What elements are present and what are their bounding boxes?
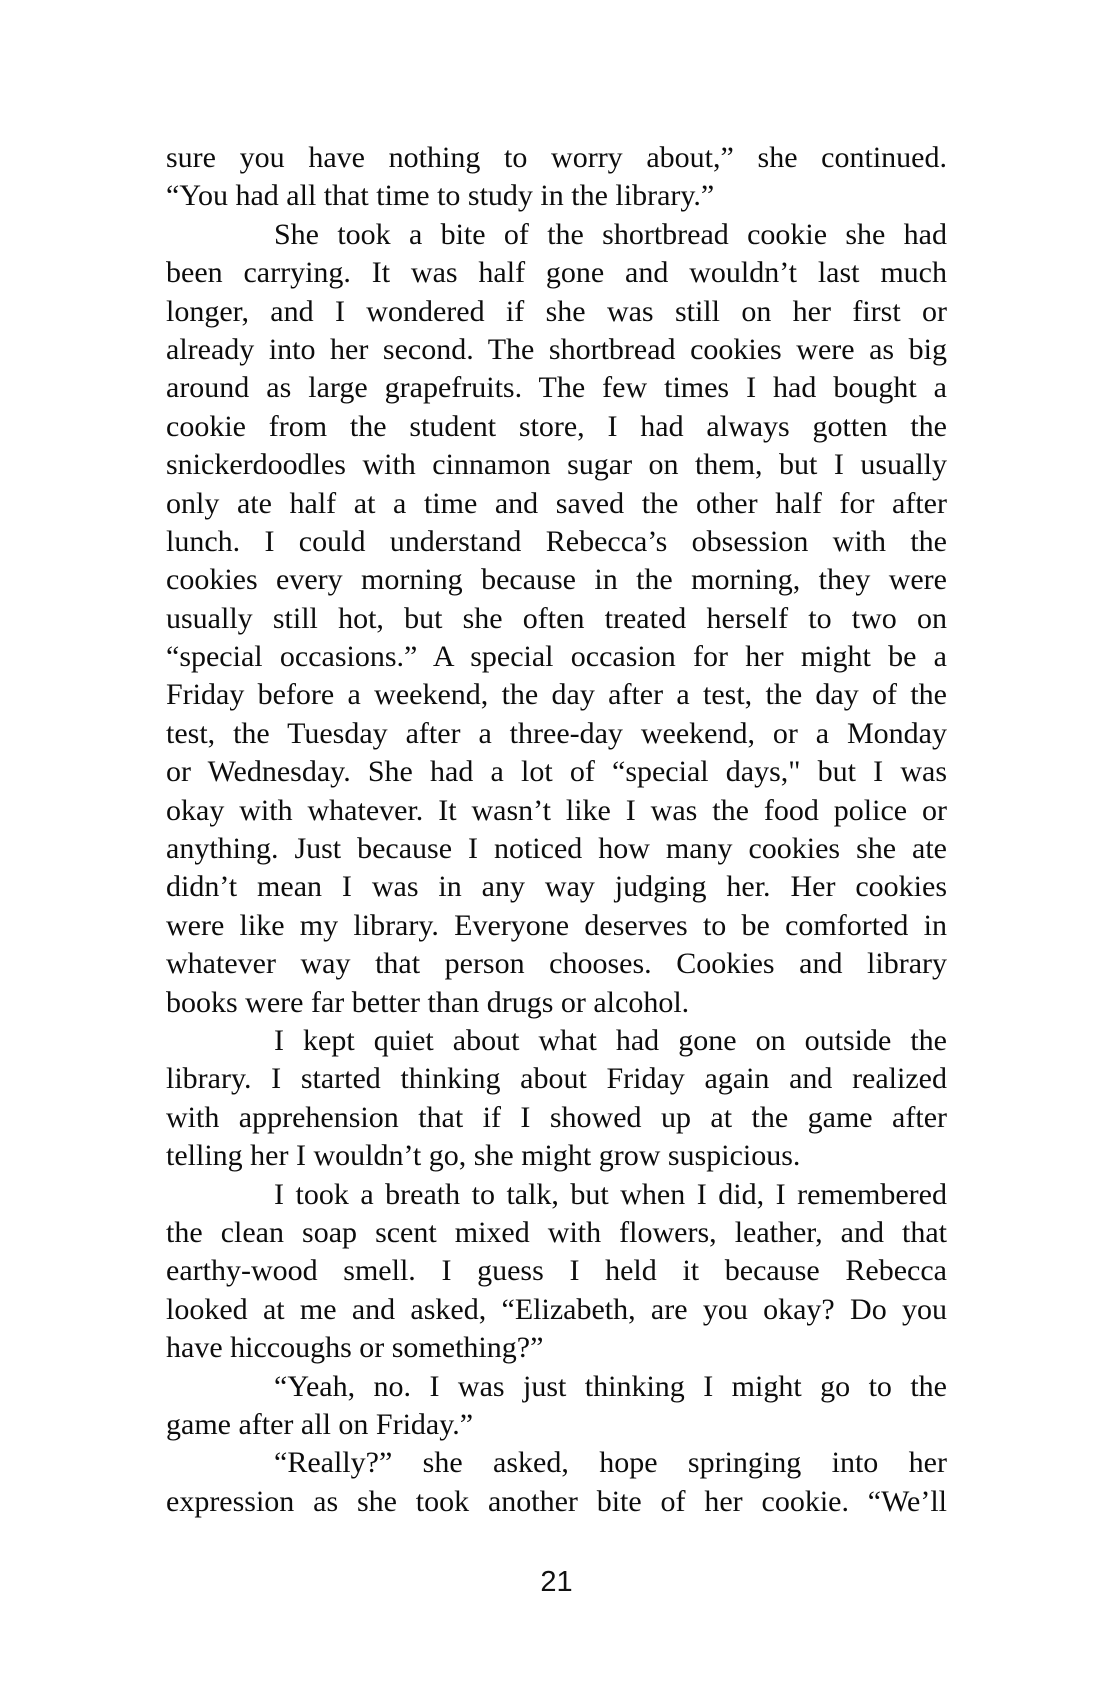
text-line: around as large grapefruits. The few times I had bought a (166, 371, 947, 405)
text-line: expression as she took another bite of her cookie. “We’ll (166, 1484, 947, 1518)
text-line: I took a breath to talk, but when I did, I remembered (274, 1177, 947, 1211)
text-line: She took a bite of the shortbread cookie she had (274, 217, 947, 251)
text-line: “You had all that time to study in the library.” (166, 179, 715, 213)
text-line: test, the Tuesday after a three-day weekend, or a Monday (166, 716, 947, 750)
text-line: “special occasions.” A special occasion for her might be a (166, 640, 947, 674)
text-line: with apprehension that if I showed up at the game after (166, 1100, 947, 1134)
text-line: anything. Just because I noticed how many cookies she ate (166, 832, 947, 866)
text-line: game after all on Friday.” (166, 1407, 474, 1441)
text-line: whatever way that person chooses. Cookies and library (166, 947, 947, 981)
body-text (166, 139, 947, 1521)
text-line: lunch. I could understand Rebecca’s obsession with the (166, 524, 947, 558)
text-line: already into her second. The shortbread cookies were as big (166, 332, 947, 366)
text-line: I kept quiet about what had gone on outside the (274, 1023, 947, 1057)
text-line: have hiccoughs or something?” (166, 1331, 544, 1365)
text-line: usually still hot, but she often treated herself to two on (166, 601, 947, 635)
text-line: longer, and I wondered if she was still on her first or (166, 294, 947, 328)
paragraph (166, 1444, 947, 1521)
text-line: cookie from the student store, I had always gotten the (166, 409, 947, 443)
paragraph (166, 1022, 947, 1176)
text-line: cookies every morning because in the morning, they were (166, 563, 947, 597)
text-line: library. I started thinking about Friday again and realized (166, 1062, 947, 1096)
text-line: were like my library. Everyone deserves to be comforted in (166, 908, 947, 942)
text-line: didn’t mean I was in any way judging her. Her cookies (166, 870, 947, 904)
text-line: sure you have nothing to worry about,” she continued. (166, 141, 947, 174)
text-line: Friday before a weekend, the day after a test, the day of the (166, 678, 947, 712)
text-line: telling her I wouldn’t go, she might grow suspicious. (166, 1139, 801, 1173)
paragraph (166, 139, 947, 216)
paragraph (166, 216, 947, 1022)
page-number: 21 (540, 1566, 573, 1598)
text-line: “Really?” she asked, hope springing into her (274, 1446, 947, 1480)
text-line: the clean soap scent mixed with flowers, leather, and that (166, 1215, 947, 1249)
text-line: “Yeah, no. I was just thinking I might go to the (274, 1369, 947, 1403)
text-line: or Wednesday. She had a lot of “special days," but I was (166, 755, 947, 789)
paragraph (166, 1368, 947, 1445)
text-line: only ate half at a time and saved the other half for after (166, 486, 947, 520)
text-line: okay with whatever. It wasn’t like I was the food police or (166, 793, 947, 827)
text-line: been carrying. It was half gone and wouldn’t last much (166, 256, 947, 290)
text-line: books were far better than drugs or alcohol. (166, 985, 690, 1019)
text-line: looked at me and asked, “Elizabeth, are you okay? Do you (166, 1292, 947, 1326)
text-line: earthy-wood smell. I guess I held it because Rebecca (166, 1254, 947, 1288)
paragraph (166, 1176, 947, 1368)
text-line: snickerdoodles with cinnamon sugar on them, but I usually (166, 448, 947, 482)
